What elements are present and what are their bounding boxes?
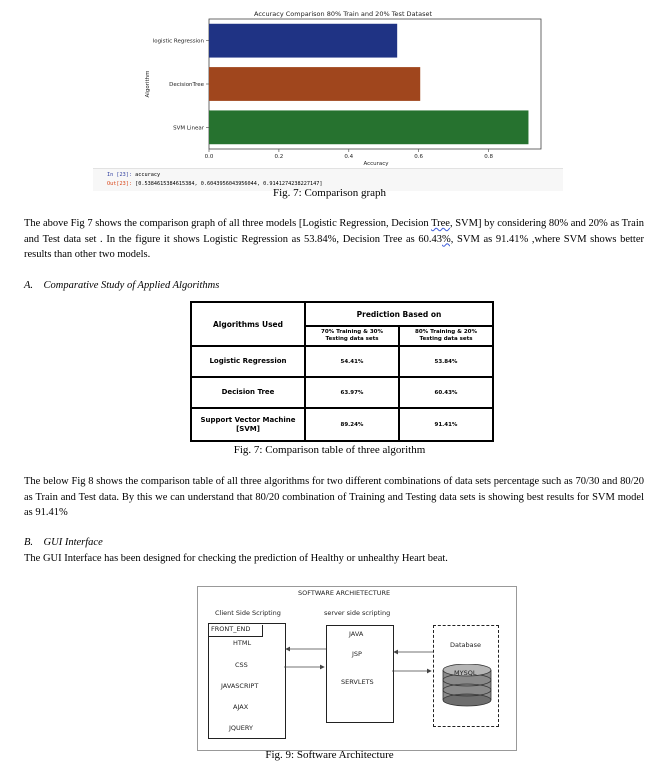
table-header-70-30 [305,326,399,346]
arch-item-css: CSS [235,661,248,669]
table-cell-80-20: 91.41% [399,408,493,441]
table-header-70-line2: Testing data sets [325,336,379,342]
notebook-out-prompt: Out[23]: [107,181,132,187]
section-b-heading: B. GUI Interface [24,537,103,548]
arch-client-label: Client Side Scripting [215,609,281,617]
notebook-out-text: [0.5384615384615384, 0.6043956043956044, 0.9141274238227147] [135,181,323,187]
table-header-80-20 [399,326,493,346]
arch-item-java: JAVA [349,630,364,638]
para1-spellcheck-percent: %, [442,233,454,245]
table-row [191,346,493,377]
table-header-70-line1: 70% Training & 30% [321,329,383,335]
table-cell-80-20: 60.43% [399,377,493,408]
paragraph-gui: The GUI Interface has been designed for checking the prediction of Healthy or unhealthy Heart beat. [24,553,448,564]
para1-spellcheck-word: Tree [431,218,450,229]
table-cell-70-30: 89.24% [305,408,399,441]
x-tick-label: 0.2 [274,154,284,160]
para1-text-1: The above Fig 7 shows the comparison graph of all three models [Logistic Regression, Decision [24,218,432,229]
table-cell-70-30: 54.41% [305,346,399,377]
x-tick-label: 0.8 [484,154,493,160]
comparison-table-wrapper [190,301,494,442]
notebook-input-line [107,172,160,178]
bar-svm-linear [209,110,528,144]
arch-item-ajax: AJAX [233,703,249,711]
y-tick-label: logistic Regression [152,38,204,45]
table-header-prediction: Prediction Based on [305,302,493,326]
paragraph-fig7-discussion [24,216,644,263]
arch-item-jsp: JSP [352,650,362,658]
comparison-table [190,301,494,442]
section-a-heading: A. Comparative Study of Applied Algorithms [24,280,220,291]
arch-item-servlets: SERVLETS [341,678,374,686]
table-cell-algorithm: Logistic Regression [191,346,305,377]
fig9-caption: Fig. 9: Software Architecture [265,749,394,761]
x-tick-label: 0.0 [204,154,214,160]
table-cell-80-20: 53.84% [399,346,493,377]
arch-db-name: MYSQL [454,669,477,677]
table-header-80-line1: 80% Training & 20% [415,329,477,335]
y-tick-label: SVM Linear [173,125,204,132]
bar-logistic-regression [209,24,397,58]
y-tick-label: DecisionTree [169,82,204,88]
table-cell-algorithm-line1: Support Vector Machine [200,415,296,424]
x-tick-label: 0.6 [414,154,424,160]
table-header-80-line2: Testing data sets [419,336,473,342]
notebook-in-prompt: In [23]: [107,172,132,178]
arch-server-label: server side scripting [324,609,391,617]
fig7-caption: Fig. 7: Comparison graph [272,187,387,199]
para1-text-3: SVM as 91.41% ,where SVM shows better results than other two models. [24,233,644,260]
table-cell-algorithm [191,408,305,441]
software-architecture-diagram [197,586,517,751]
arch-front-end-label: FRONT_END [211,625,251,633]
x-tick-label: 0.4 [344,154,354,160]
table-cell-70-30: 63.97% [305,377,399,408]
chart-x-axis-label: Accuracy [363,161,389,167]
arch-title: SOFTWARE ARCHIETECTURE [298,589,391,597]
accuracy-chart-figure [93,7,563,169]
table-row [191,408,493,441]
arch-item-html: HTML [233,639,252,647]
table-header-algorithms: Algorithms Used [191,302,305,346]
accuracy-bar-chart [93,7,563,169]
table-caption: Fig. 7: Comparison table of three algorithm [233,444,426,456]
notebook-in-code: accuracy [135,172,161,178]
table-cell-algorithm: Decision Tree [191,377,305,408]
bar-decisiontree [209,67,420,101]
chart-y-axis-label: Algorithm [145,70,151,98]
paragraph-table-discussion: The below Fig 8 shows the comparison table of all three algorithms for two different combinations of data sets percentage such as 70/30 and 80/20 as Train and Test data. By this we can understand that 80/20 combination of Training and Testing data sets is showing best results for SVM model as 91.41% [24,476,644,518]
arch-item-jquery: JQUERY [229,724,253,732]
table-row [191,377,493,408]
chart-title: Accuracy Comparison 80% Train and 20% Test Dataset [253,10,433,18]
arch-item-javascript: JAVASCRIPT [221,682,259,690]
arch-connector-arrows [198,587,516,750]
arch-database-label: Database [450,641,482,649]
para1-text-2: , SVM] by considering 80% and 20% as Train and Test data set . In the figure it shows Logistic Regression as 53.84%, Decision Tree as 60.43 [24,218,644,245]
table-cell-algorithm-line2: [SVM] [236,424,260,433]
